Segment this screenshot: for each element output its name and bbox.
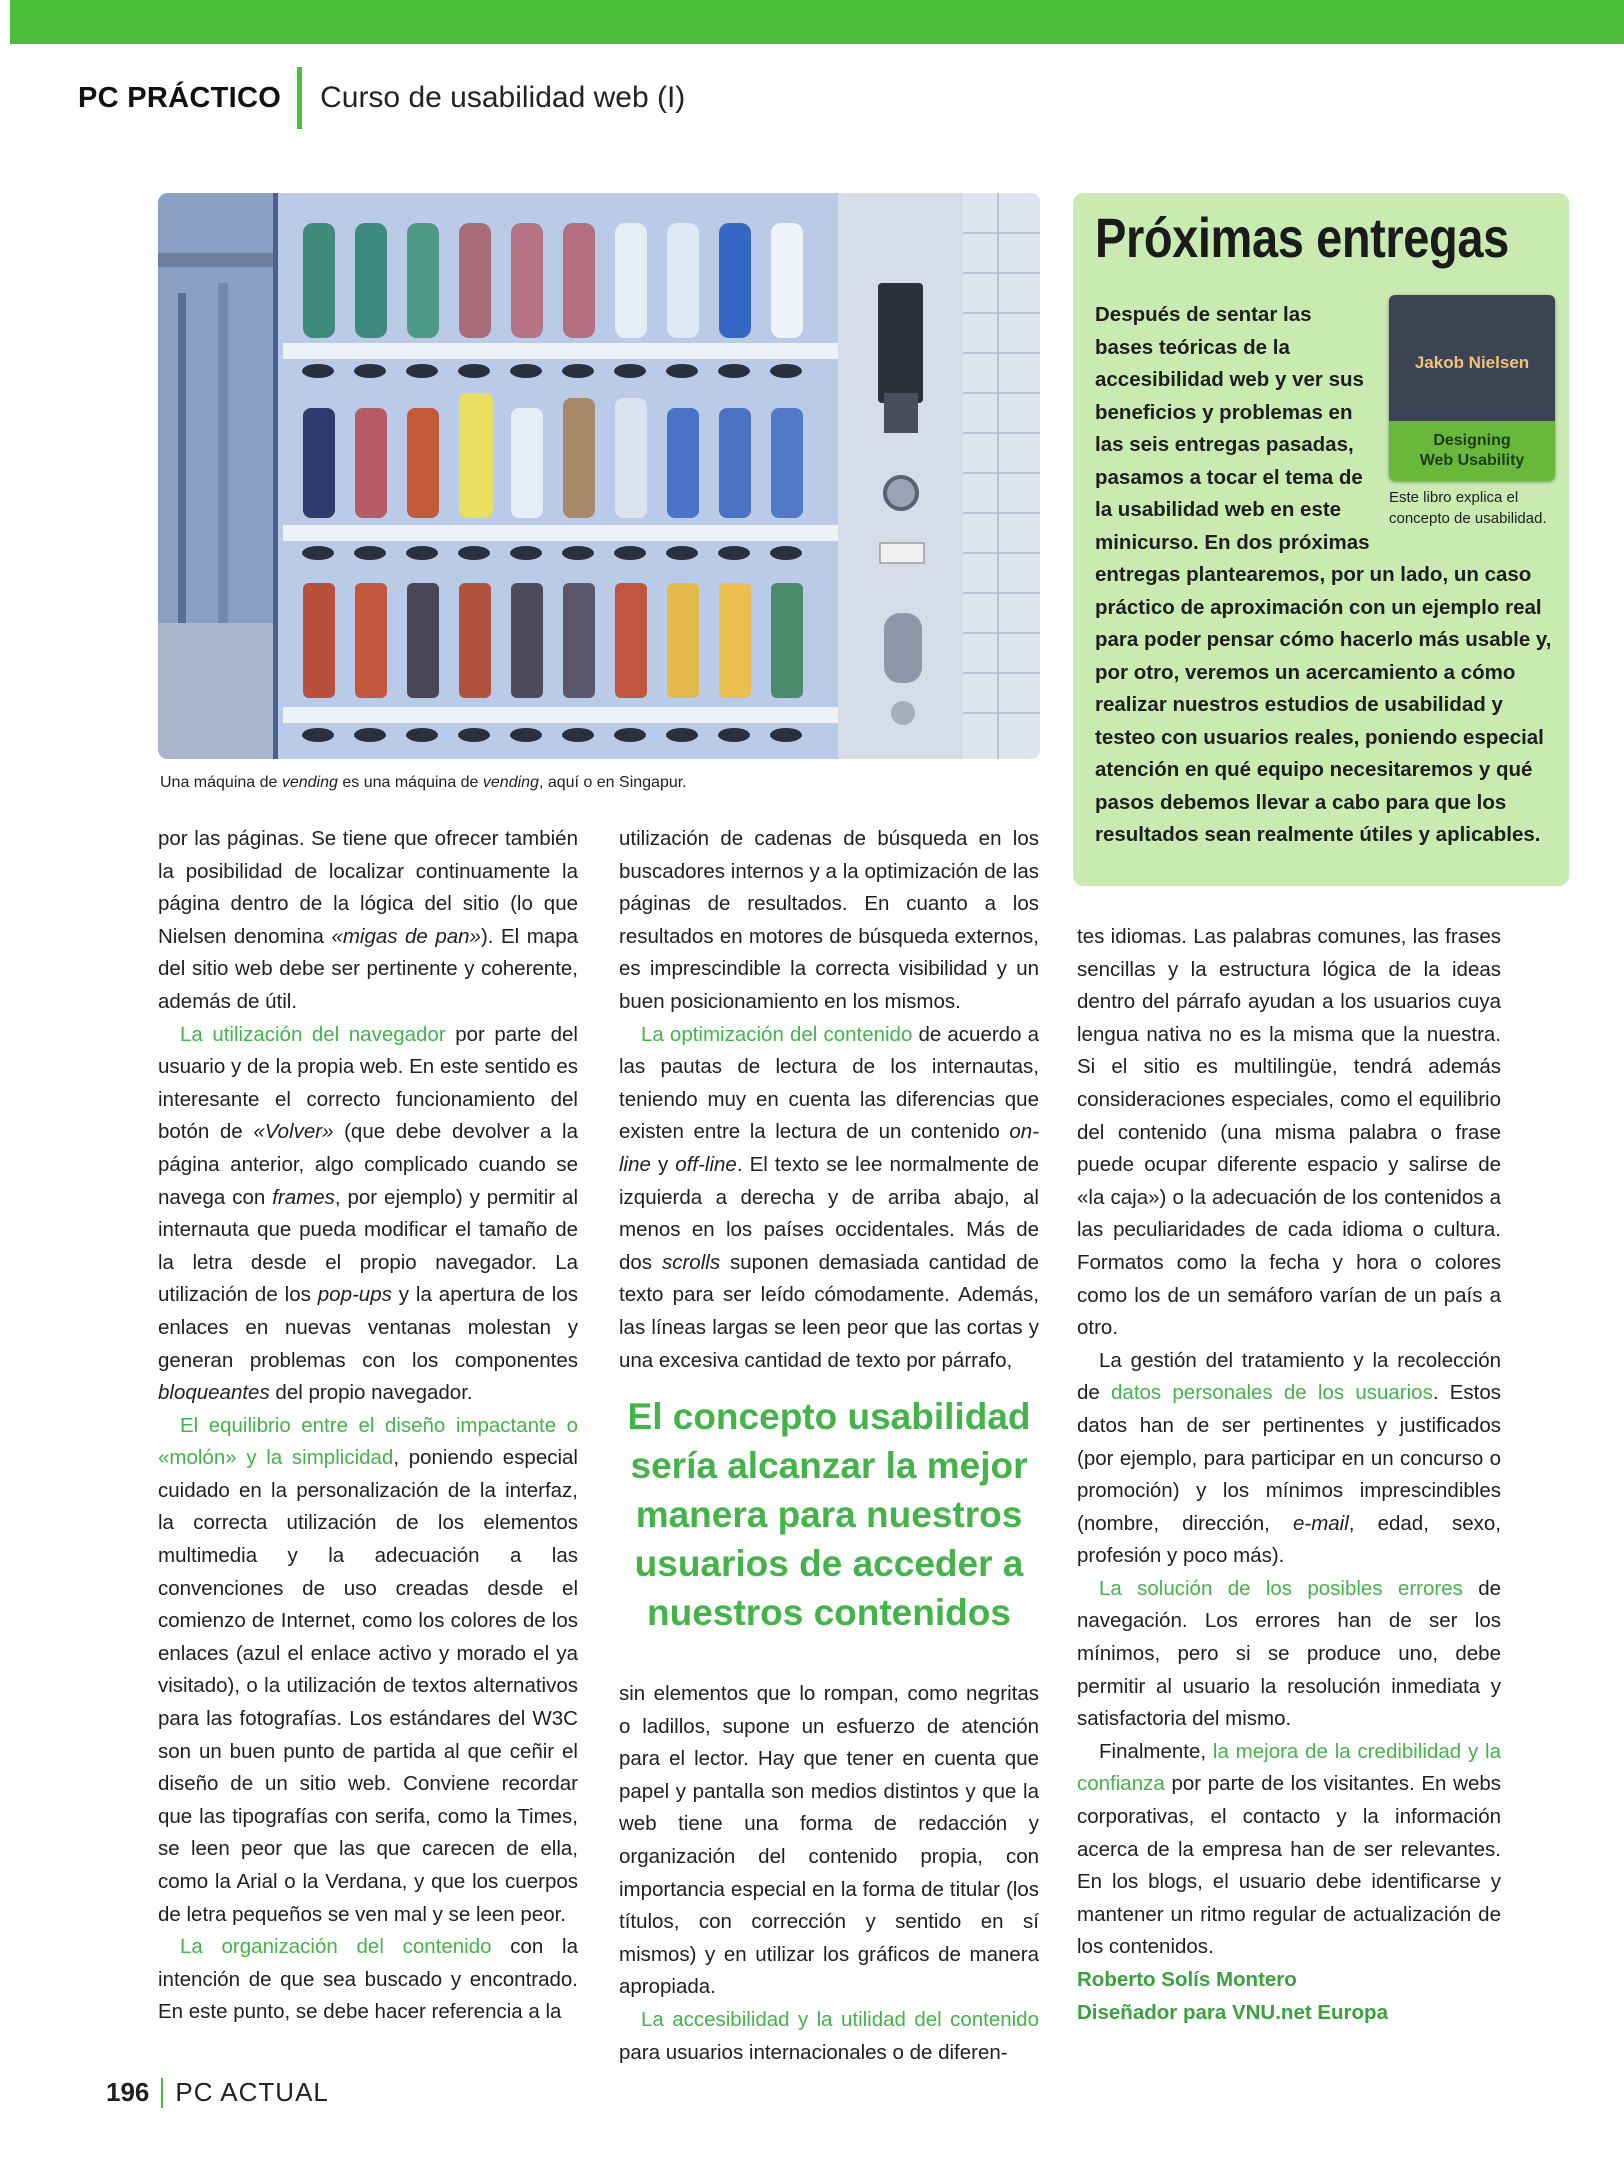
page-number: 196 [106,2077,150,2107]
book-caption: Este libro explica el concepto de usabilidad. [1389,489,1547,527]
paragraph: La optimización del contenido de acuerdo a las pautas de lectura de los internautas, teniendo muy en cuenta las diferencias que existen entre la lectura de un contenido on-line y off-line. El texto se lee normalmente de izquierda a derecha y de arriba abajo, al menos en los países occidentales. Más de dos scrolls suponen demasiada cantidad de texto para ser leído cómodamente. Además, las líneas largas se leen peor que las cortas y una excesiva cantidad de texto por párrafo, [619,1022,1040,1372]
paragraph: tes idiomas. Las palabras comunes, las frases sencillas y la estructura lógica de la ideas dentro del párrafo ayudan a los usuarios cuya lengua nativa no es la misma que la nuestra. Si el sitio es multilingüe, tendrá además consideraciones especiales, como el equilibrio del contenido (una misma palabra o frase puede ocupar diferente espacio y salirse de «la caja») o la adecuación de los contenidos a las peculiaridades de cada idioma o cultura. Formatos como la fecha y hora o colores como los de un semáforo varían de un país a otro. [1077,925,1501,1340]
top-color-bar [10,0,1624,44]
book-title: Designing Web Usability [1389,421,1555,481]
paragraph: sin elementos que lo rompan, como negritas o ladillos, supone un esfuerzo de atención para el lector. Hay que tener en cuenta que papel y pantalla son medios distintos y que la web tiene una forma de redacción y organización del contenido propia, con importancia especial en la forma de titular (los títulos, con corrección y sentido en sí mismos) y en utilizar los gráficos de manera apropiada. [619,1682,1039,1999]
paragraph: Finalmente, la mejora de la credibilidad y la confianza por parte de los visitantes. En webs corporativas, el contacto y la información acerca de la empresa han de ser relevantes. En los blogs, el usuario debe identificarse y mantener un ritmo regular de actualización de los contenidos. [1077,1739,1501,1959]
page-footer [106,2077,329,2108]
vending-machine-photo [158,193,1040,759]
article-column-1 [158,823,578,2029]
book-cover [1389,295,1555,481]
page-header [78,76,685,120]
paragraph: La accesibilidad y la utilidad del contenido para usuarios internacionales o de diferen- [619,2007,1039,2064]
article-column-3 [1077,921,1501,2029]
paragraph: por las páginas. Se tiene que ofrecer también la posibilidad de localizar continuamente la página dentro de la lógica del sitio (lo que Nielsen denomina «migas de pan»). El mapa del sitio web debe ser pertinente y coherente, además de útil. [158,827,579,1013]
article-column-2-bottom [619,1678,1039,2069]
section-title: PC PRÁCTICO [78,81,282,114]
footer-divider [161,2078,163,2108]
magazine-name: PC ACTUAL [175,2077,329,2107]
paragraph: El equilibrio entre el diseño impactante o «molón» y la simplicidad, poniendo especial cuidado en la personalización de la interfaz, la correcta utilización de los elementos multimedia y la adecuación a las convenciones de uso creadas desde el comienzo de Internet, como los colores de los enlaces (azul el enlace activo y morado el ya visitado), o la utilización de textos alternativos para las fotografías. Los estándares del W3C son un buen punto de partida al que ceñir el diseño de un sitio web. Conviene recordar que las tipografías con serifa, como la Times, se leen peor que las que carecen de ella, como la Arial o la Verdana, y que los cuerpos de letra pequeños se ven mal y se leen peor. [158,1413,578,1926]
paragraph: La solución de los posibles errores de navegación. Los errores han de ser los mínimos, pero si se produce uno, debe permitir al usuario la resolución inmediata y satisfactoria del mismo. [1077,1576,1501,1731]
book-author: Jakob Nielsen [1389,295,1555,421]
paragraph: utilización de cadenas de búsqueda en los buscadores internos y a la optimización de las páginas de resultados. En cuanto a los resultados en motores de búsqueda externos, es imprescindible la correcta visibilidad y un buen posicionamiento en los mismos. [619,827,1039,1013]
article-column-2-top [619,823,1039,1377]
photo-caption: Una máquina de vending es una máquina de vending, aquí o en Singapur. [160,774,687,791]
paragraph: La gestión del tratamiento y la recolección de datos personales de los usuarios. Estos datos han de ser pertinentes y justificados (por ejemplo, para participar en un concurso o promoción) y los mínimos imprescindibles (nombre, dirección, e-mail, edad, sexo, profesión y poco más). [1077,1348,1502,1568]
header-divider [297,67,302,129]
paragraph: La utilización del navegador por parte del usuario y de la propia web. En este sentido es interesante el correcto funcionamiento del botón de «Volver» (que debe devolver a la página anterior, algo complicado cuando se navega con frames, por ejemplo) y permitir al internauta que pueda modificar el tamaño de la letra desde el propio navegador. La utilización de los pop-ups y la apertura de los enlaces en nuevas ventanas molestan y generan problemas con los componentes bloqueantes del propio navegador. [158,1022,578,1405]
sidebar-text: Jakob Nielsen Designing Web Usability Este libro explica el concepto de usabilidad. Después de sentar las bases teóricas de la accesibilidad web y ver sus beneficios y problemas en las seis entregas pasadas, pasamos a tocar el tema de la usabilidad web en este minicurso. En dos próximas entregas plantearemos, por un lado, un caso práctico de aproximación con un ejemplo real para poder pensar cómo hacerlo más usable y, por otro, veremos un acercamiento a cómo realizar nuestros estudios de usabilidad y testeo con usuarios reales, poniendo especial atención en qué equipo necesitaremos y qué pasos debemos llevar a cabo para que los resultados sean realmente útiles y aplicables. [1095,299,1555,852]
author-role: Diseñador para VNU.net Europa [1077,2000,1388,2024]
sidebar-box [1073,193,1569,886]
author-name: Roberto Solís Montero [1077,1968,1297,1991]
sidebar-title: Próximas entregas [1095,206,1509,269]
pull-quote: El concepto usabilidad sería alcanzar la mejor manera para nuestros usuarios de acceder a nuestros contenidos [627,1396,1031,1633]
book-figure [1389,295,1555,530]
paragraph: La organización del contenido con la intención de que sea buscado y encontrado. En este punto, se debe hacer referencia a la [158,1935,578,2024]
course-title: Curso de usabilidad web (I) [320,81,686,114]
